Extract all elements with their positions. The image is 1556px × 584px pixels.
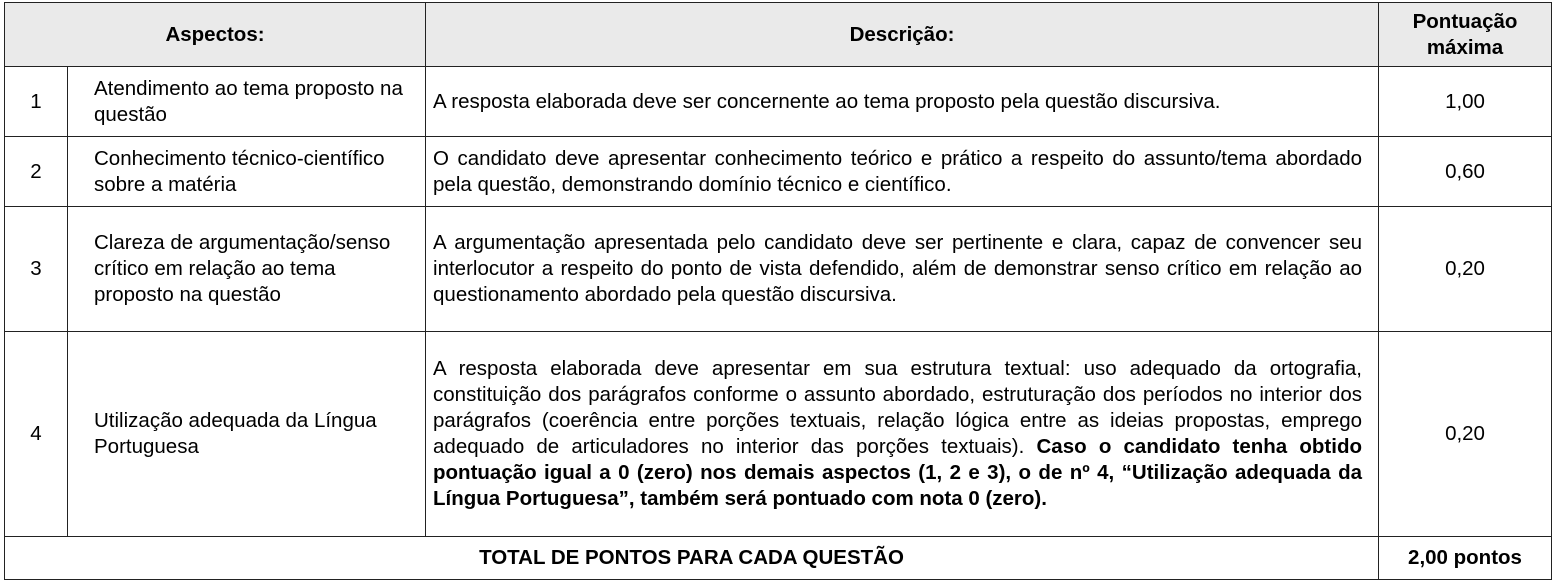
row-description-text: A resposta elaborada deve apresentar em sua estrutura textual: uso adequado da ortografia, constituição dos parágrafos conforme o assunto abordado, estruturação dos períodos no interior dos parágrafos (coerência entre porções textuais, relação lógica entre as ideias propostas, emprego adequado de articuladores no interior das porções textuais).: [433, 357, 1363, 459]
header-score-line1: Pontuação: [1412, 9, 1518, 33]
row-aspect: Atendimento ao tema proposto na questão: [68, 67, 426, 137]
table-row: [5, 332, 1552, 536]
row-aspect: Clareza de argumentação/senso crítico em relação ao tema proposto na questão: [68, 207, 426, 332]
row-score: 0,20: [1379, 332, 1552, 536]
row-description: A resposta elaborada deve ser concernente ao tema proposto pela questão discursiva.: [426, 67, 1379, 137]
row-score: 0,20: [1379, 207, 1552, 332]
row-description-bold-note: Caso o candidato tenha obtido pontuação igual a 0 (zero) nos demais aspectos (1, 2 e 3), o de nº 4, “Utilização adequada da Língua Portuguesa”, também será pontuado com nota 0 (zero).: [433, 435, 1363, 511]
header-aspects: Aspectos:: [5, 3, 426, 67]
table-row: [5, 137, 1552, 207]
total-label: TOTAL DE PONTOS PARA CADA QUESTÃO: [5, 536, 1379, 579]
row-score: 0,60: [1379, 137, 1552, 207]
header-score: [1379, 3, 1552, 67]
header-score-line2: máxima: [1426, 35, 1504, 59]
row-description: A argumentação apresentada pelo candidato deve ser pertinente e clara, capaz de convencer seu interlocutor a respeito do ponto de vista defendido, além de demonstrar senso crítico em relação ao questionamento abordado pela questão discursiva.: [426, 207, 1379, 332]
row-number: 4: [5, 332, 68, 536]
table-row: [5, 67, 1552, 137]
total-value: 2,00 pontos: [1379, 536, 1552, 579]
row-score: 1,00: [1379, 67, 1552, 137]
row-number: 1: [5, 67, 68, 137]
row-number: 2: [5, 137, 68, 207]
row-description: O candidato deve apresentar conhecimento teórico e prático a respeito do assunto/tema abordado pela questão, demonstrando domínio técnico e científico.: [426, 137, 1379, 207]
table-row: [5, 207, 1552, 332]
header-description: Descrição:: [426, 3, 1379, 67]
row-aspect: Conhecimento técnico-científico sobre a matéria: [68, 137, 426, 207]
row-description: [426, 332, 1379, 536]
row-number: 3: [5, 207, 68, 332]
scoring-criteria-table: [4, 2, 1552, 580]
row-aspect: Utilização adequada da Língua Portuguesa: [68, 332, 426, 536]
table-header-row: [5, 3, 1552, 67]
total-row: [5, 536, 1552, 579]
